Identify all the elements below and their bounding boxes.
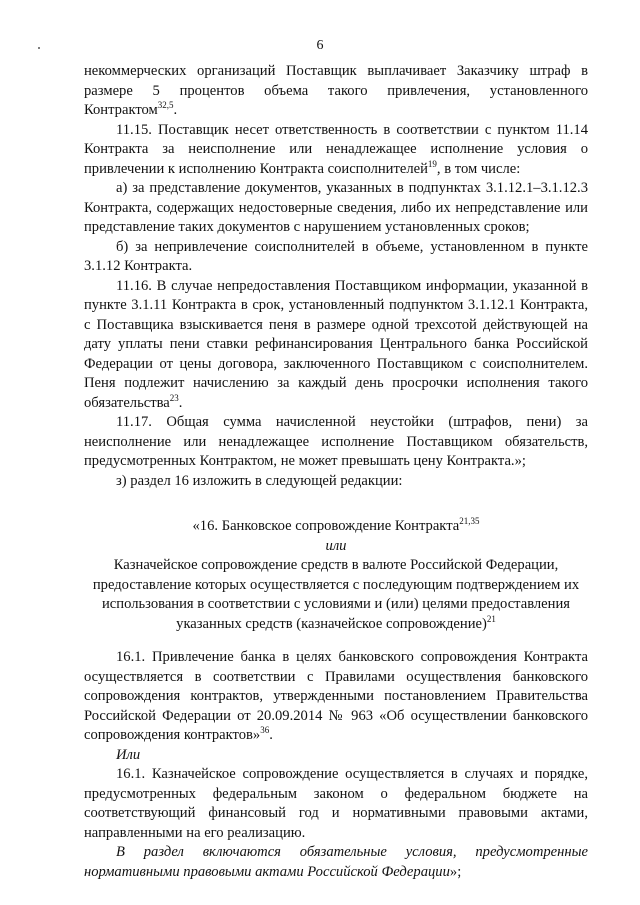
footnote-ref: 23 [169,392,179,403]
section-title-banking [84,517,588,537]
paragraph-11-15 [84,121,588,180]
spacer [84,634,588,648]
paragraph-text: 16.1. Привлечение банка в целях банковского сопровождения Контракта осуществляется в соответствии с Правилами осуществления банковского сопровождения контрактов, утвержденными постановлением Правительства Российской Федерации от 20.09.2014 № 963 «Об осуществлении банковского сопровождения контрактов» [84,649,588,743]
paragraph-text: 11.15. Поставщик несет ответственность в соответствии с пунктом 11.14 Контракта за неисполнение или ненадлежащее исполнение условия о привлечении к исполнению Контракта соисполнителей [84,121,588,177]
paragraph-item-a: а) за представление документов, указанных в подпунктах 3.1.12.1–3.1.12.3 Контракта, содержащих недостоверные сведения, либо их непредставление или представление таких документов с нарушением установленных сроков; [84,180,588,235]
footnote-ref: 21,35 [459,516,480,527]
alternative-separator: или [325,537,347,554]
section-title-text: «16. Банковское сопровождение Контракта [192,518,460,534]
alternative-separator-or: Или [116,746,141,763]
paragraph-11-16 [84,277,588,414]
paragraph-text-end: . [178,394,183,411]
paragraph-text-end: »; [449,863,462,880]
paragraph-16-1-banking [84,648,588,746]
paragraph-item-z: з) раздел 16 изложить в следующей редакции: [116,472,403,489]
footnote-ref: 21 [486,613,496,624]
paragraph-text-end: . [269,727,273,743]
paragraph-text: некоммерческих организаций Поставщик выплачивает Заказчику штраф в размере 5 процентов объема такого привлечения, установленного Контрактом [84,63,588,118]
page-number: 6 [316,38,324,53]
footnote-ref: 32,5 [157,100,174,111]
paragraph-text: 11.16. В случае непредоставления Поставщиком информации, указанной в пункте 3.1.11 Контракта в срок, установленный подпунктом 3.1.12.1 Контракта, с Поставщика взыскивается пеня в размере одной трехсотой действующей на дату уплаты пени ставки рефинансирования Центрального банка Российской Федерации от цены договора, заключенного Поставщиком с соисполнителем. Пеня подлежит начислению за каждый день просрочки исполнения такого обязательства [84,277,588,411]
paragraph-text-end: . [173,102,178,118]
section-title-text: Казначейское сопровождение средств в валюте Российской Федерации, предоставление которых осуществляется с последующим подтверждением их использования в соответствии с условиями и (или) целями предоставления указанных средств (казначейское сопровождение) [92,557,580,632]
section-title-treasury [84,556,588,634]
paragraph-11-17: 11.17. Общая сумма начисленной неустойки (штрафов, пени) за неисполнение или ненадлежащее исполнение Поставщиком обязательств, предусмотренных Контрактом, не может превышать цену Контракта.»; [84,414,588,469]
scan-speck [38,47,40,49]
paragraph-item-b: б) за непривлечение соисполнителей в объеме, установленном в пункте 3.1.12 Контракта. [84,238,588,274]
paragraph-16-1-treasury: 16.1. Казначейское сопровождение осуществляется в случаях и порядке, предусмотренных федеральным законом о федеральном бюджете на соответствующий финансовый год и нормативными правовыми актами, направленными на его реализацию. [84,766,588,841]
spacer [84,491,588,505]
paragraph-text-end: , в том числе: [436,160,521,177]
paragraph-instruction [84,843,588,882]
document-body [84,62,588,882]
instruction-text: В раздел включаются обязательные условия, предусмотренные нормативными правовыми актами Российской Федерации [84,844,588,880]
footnote-ref: 36 [260,725,270,736]
paragraph-continuation [84,62,588,121]
footnote-ref: 19 [427,158,437,169]
